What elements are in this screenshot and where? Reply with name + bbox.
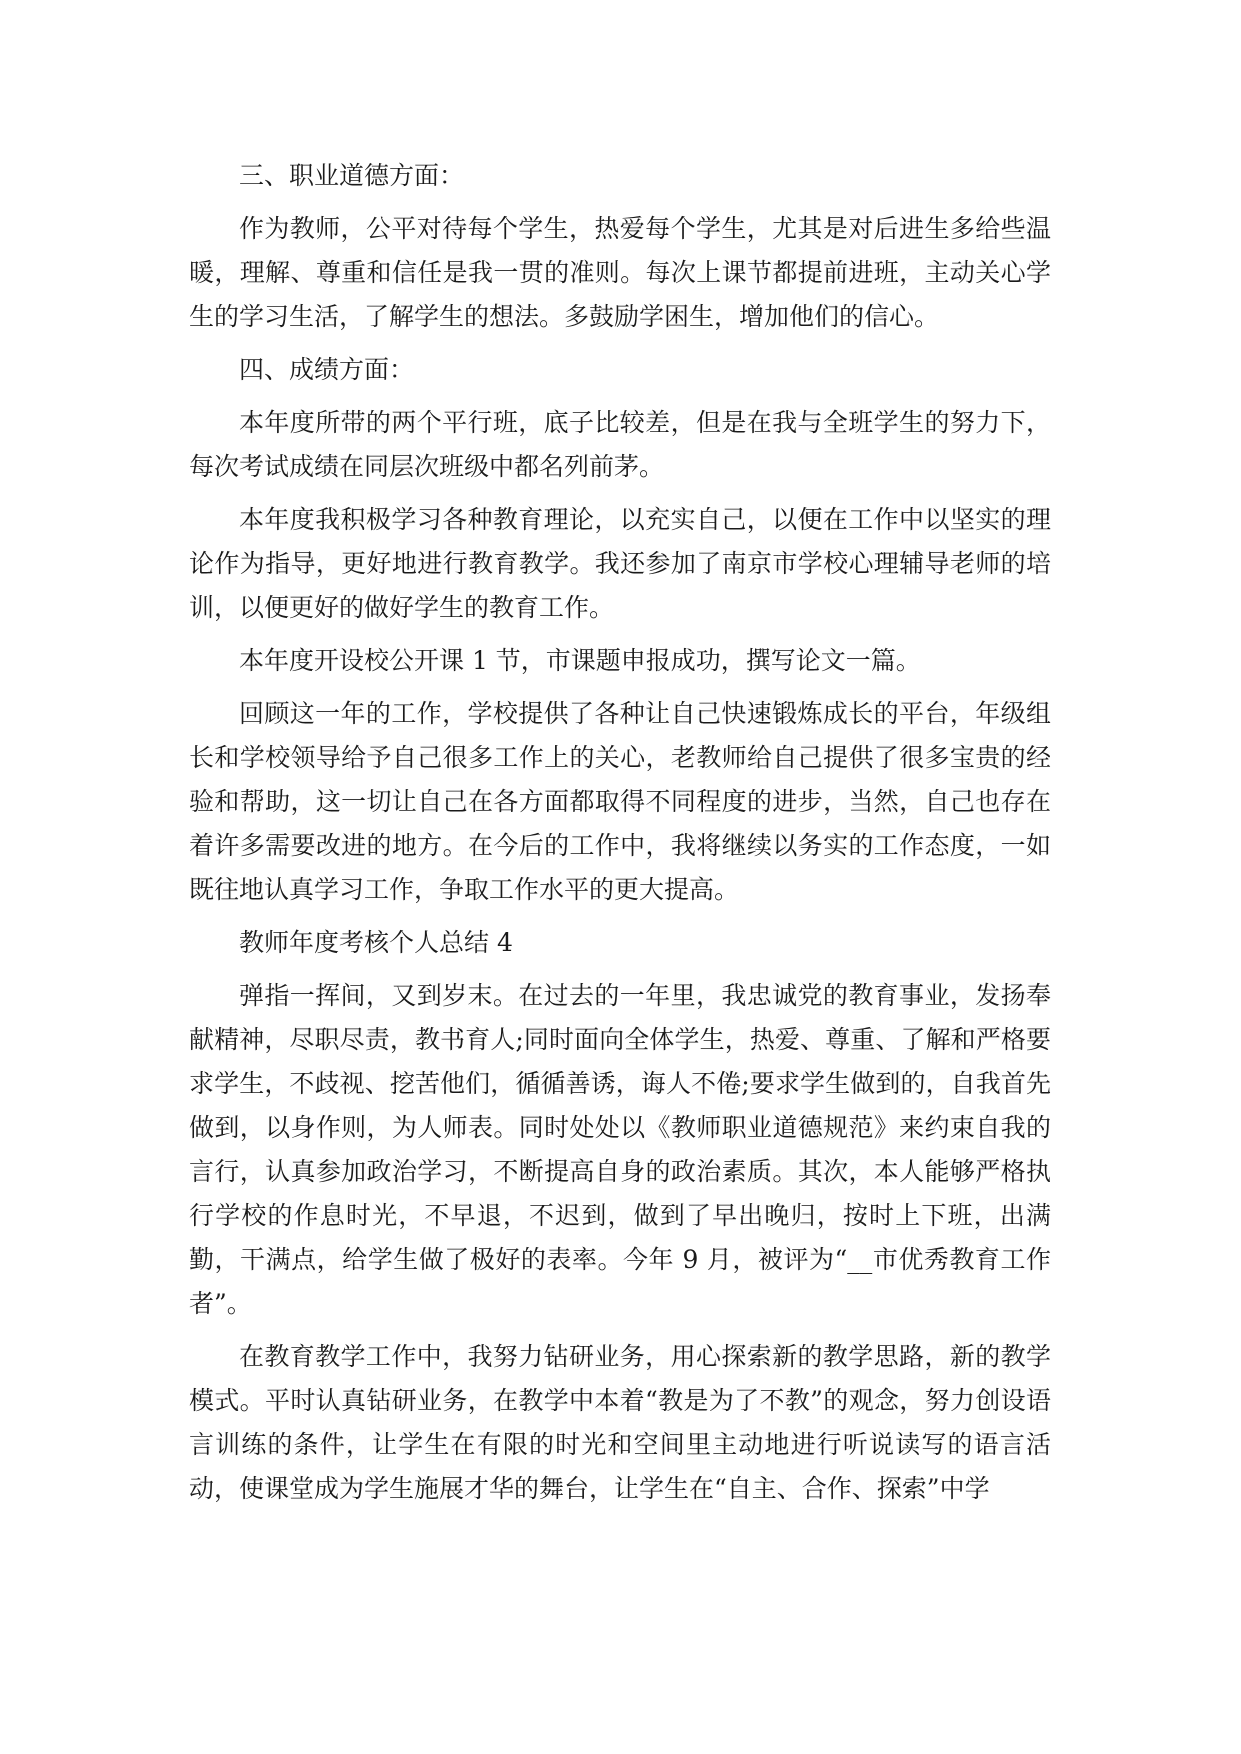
section-heading-professional-ethics: 三、职业道德方面：	[239, 161, 465, 190]
paragraph: 在教育教学工作中，我努力钻研业务，用心探索新的教学思路，新的教学模式。平时认真钻研业务，在教学中本着“教是为了不教”的观念，努力创设语言训练的条件，让学生在有限的时光和空间里主动地进行听说读写的语言活动，使课堂成为学生施展才华的舞台，让学生在“自主、合作、探索”中学	[189, 1342, 1051, 1503]
paragraph: 回顾这一年的工作，学校提供了各种让自己快速锻炼成长的平台，年级组长和学校领导给予自己很多工作上的关心，老教师给自己提供了很多宝贵的经验和帮助，这一切让自己在各方面都取得不同程度的进步，当然，自己也存在着许多需要改进的地方。在今后的工作中，我将继续以务实的工作态度，一如既往地认真学习工作，争取工作水平的更大提高。	[189, 699, 1051, 904]
document-body	[189, 154, 1051, 1520]
paragraph: 本年度我积极学习各种教育理论，以充实自己，以便在工作中以坚实的理论作为指导，更好地进行教育教学。我还参加了南京市学校心理辅导老师的培训，以便更好的做好学生的教育工作。	[189, 505, 1051, 622]
section-heading-achievements: 四、成绩方面：	[239, 355, 415, 384]
paragraph: 本年度所带的两个平行班，底子比较差，但是在我与全班学生的努力下，每次考试成绩在同层次班级中都名列前茅。	[189, 408, 1051, 481]
section-title-summary-4: 教师年度考核个人总结 4	[239, 928, 513, 957]
paragraph: 弹指一挥间，又到岁末。在过去的一年里，我忠诚党的教育事业，发扬奉献精神，尽职尽责，教书育人;同时面向全体学生，热爱、尊重、了解和严格要求学生，不歧视、挖苦他们，循循善诱，诲人不倦;要求学生做到的，自我首先做到，以身作则，为人师表。同时处处以《教师职业道德规范》来约束自我的言行，认真参加政治学习，不断提高自身的政治素质。其次，本人能够严格执行学校的作息时光，不早退，不迟到，做到了早出晚归，按时上下班，出满勤，干满点，给学生做了极好的表率。今年 9 月，被评为“__市优秀教育工作者”。	[189, 981, 1051, 1318]
paragraph: 作为教师，公平对待每个学生，热爱每个学生，尤其是对后进生多给些温暖，理解、尊重和信任是我一贯的准则。每次上课节都提前进班，主动关心学生的学习生活，了解学生的想法。多鼓励学困生，增加他们的信心。	[189, 214, 1051, 331]
paragraph: 本年度开设校公开课 1 节，市课题申报成功，撰写论文一篇。	[239, 646, 921, 675]
